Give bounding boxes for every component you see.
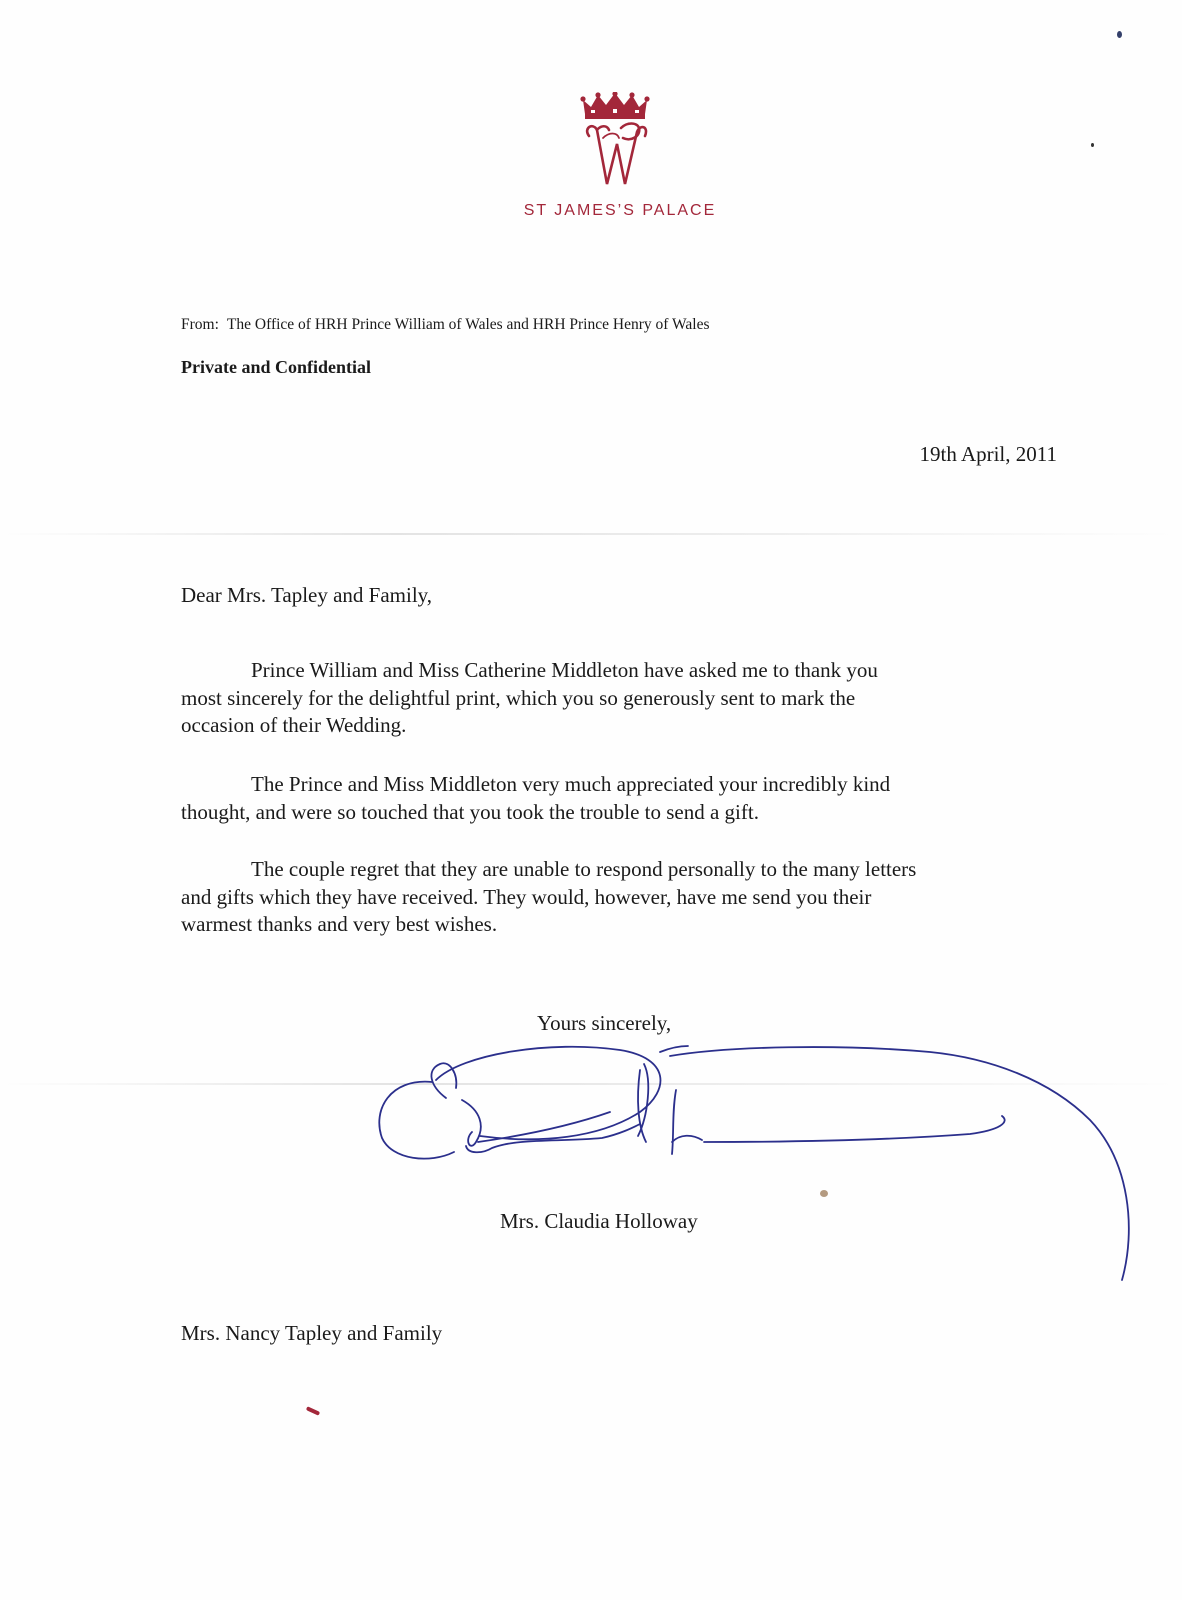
salutation: Dear Mrs. Tapley and Family, <box>181 583 433 607</box>
royal-crest-icon <box>575 92 655 196</box>
confidential-heading: Private and Confidential <box>181 357 372 377</box>
paper-fold-line <box>0 533 1182 535</box>
body-paragraph-3 <box>181 856 1061 939</box>
body-paragraph-1 <box>181 657 1061 740</box>
paragraph-line: and gifts which they have received. They would, however, have me send you their <box>181 884 872 909</box>
paragraph-line: warmest thanks and very best wishes. <box>181 912 498 936</box>
paragraph-line: Prince William and Miss Catherine Middleton have asked me to thank you <box>251 658 878 682</box>
letter-date: 19th April, 2011 <box>919 442 1057 466</box>
scan-speck <box>1091 143 1094 147</box>
body-paragraph-2 <box>181 771 1061 826</box>
paragraph-line: occasion of their Wedding. <box>181 713 407 737</box>
palace-name: ST JAMES’S PALACE <box>523 202 717 219</box>
paragraph-line: most sincerely for the delightful print, which you so generously sent to mark the <box>181 685 856 710</box>
scan-speck <box>820 1190 828 1197</box>
from-label: From: <box>181 316 219 333</box>
paragraph-line: thought, and were so touched that you took the trouble to send a gift. <box>181 799 759 824</box>
paragraph-line: The Prince and Miss Middleton very much appreciated your incredibly kind <box>251 772 891 796</box>
from-office: The Office of HRH Prince William of Wales and HRH Prince Henry of Wales <box>226 316 710 333</box>
paragraph-line: The couple regret that they are unable to respond personally to the many letters <box>251 857 917 881</box>
handwritten-signature-icon <box>370 1030 1150 1320</box>
scan-speck <box>1117 31 1122 38</box>
scan-speck <box>306 1406 320 1416</box>
recipient-name: Mrs. Nancy Tapley and Family <box>181 1321 443 1345</box>
signer-name: Mrs. Claudia Holloway <box>500 1209 698 1233</box>
closing: Yours sincerely, <box>537 1011 672 1035</box>
from-line <box>181 316 709 334</box>
